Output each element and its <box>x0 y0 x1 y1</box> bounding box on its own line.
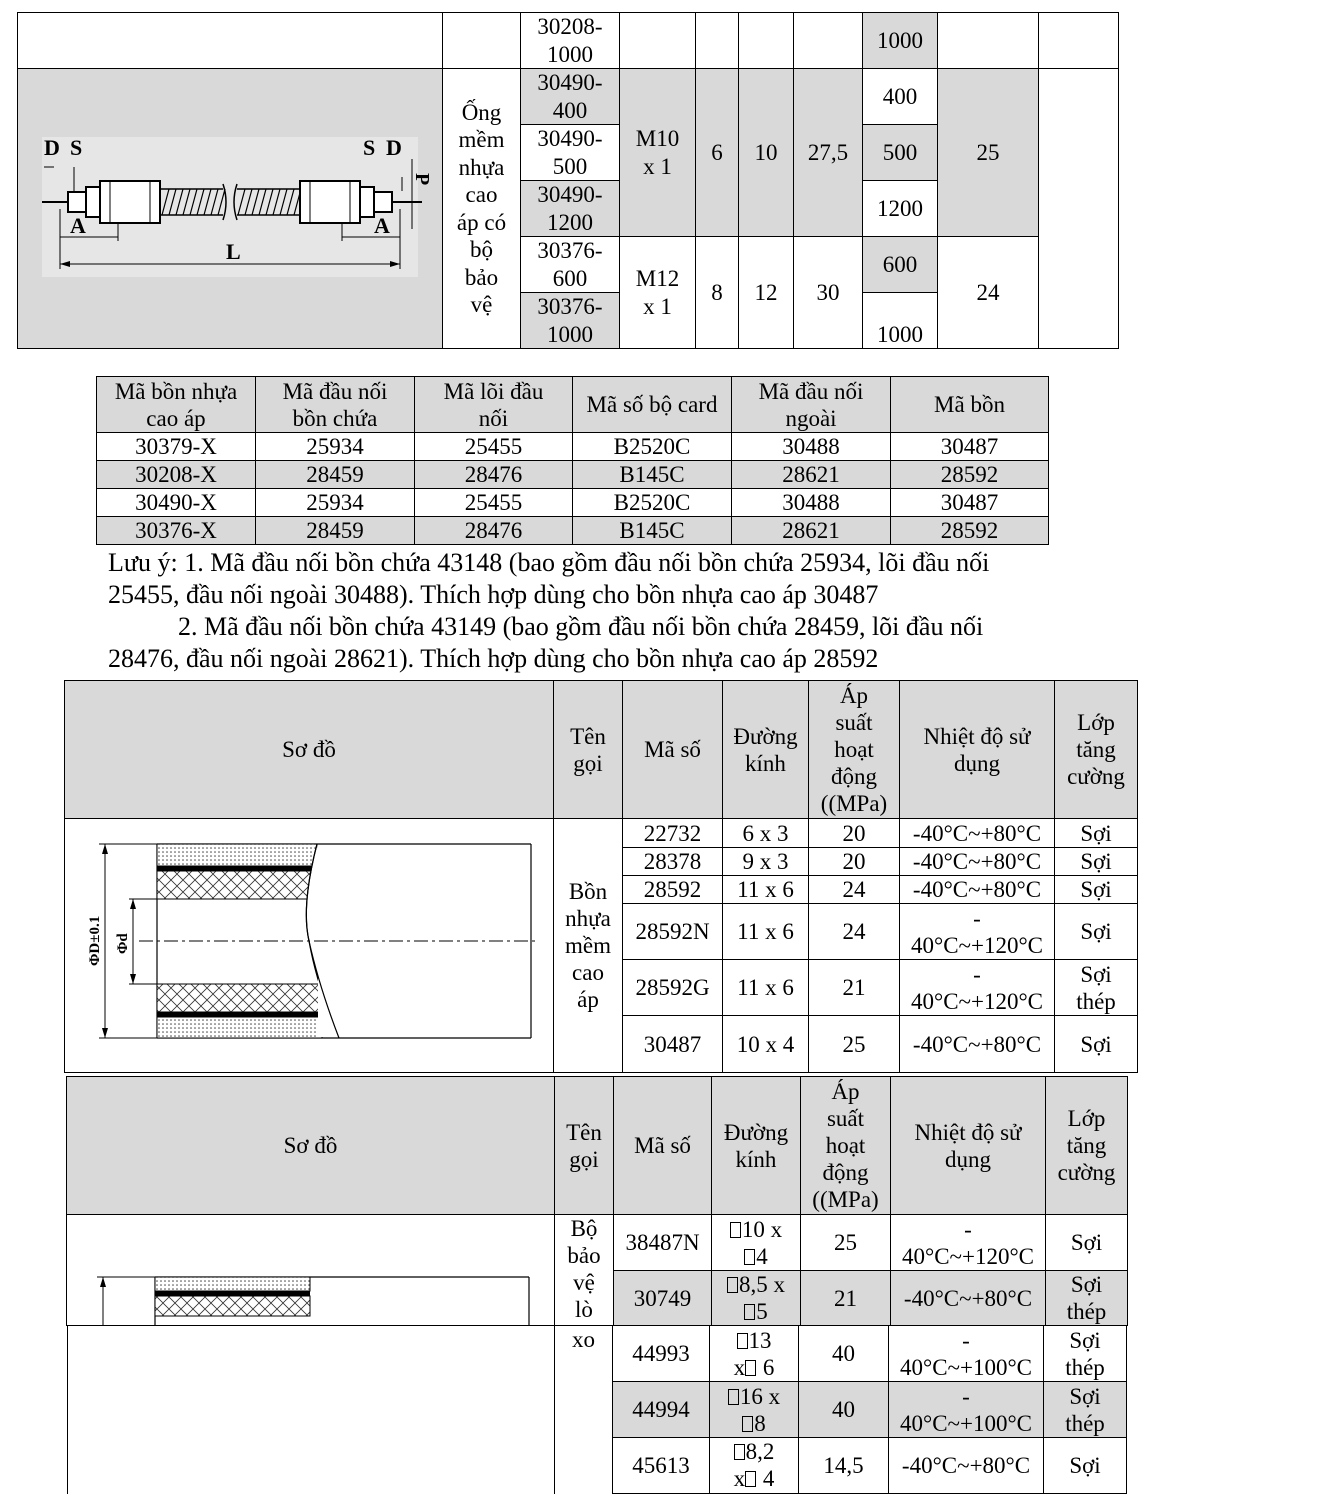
square-glyph-icon <box>745 1471 756 1487</box>
diameter-cell: 10 x 4 <box>712 1215 801 1271</box>
length-cell: 1200 <box>863 181 938 237</box>
product-name-cell: xo <box>555 1326 613 1494</box>
name-cell-empty <box>443 13 521 69</box>
square-glyph-icon <box>745 1360 756 1376</box>
code-cell: 30490- 400 <box>521 69 620 125</box>
thread-cell: M10 x 1 <box>620 69 696 237</box>
protector-diagram <box>67 1255 554 1325</box>
table-row: 30490-X 25934 25455 B2520C 30488 30487 <box>97 489 1049 517</box>
label-p: P <box>411 172 433 185</box>
hose-spec-table <box>64 680 1138 1073</box>
header-cell: Lớp tăng cường <box>1055 681 1138 819</box>
header-cell: Mã số bộ card <box>573 377 732 433</box>
hose-cross-section-cell <box>65 819 554 1073</box>
header-cell: Đường kính <box>723 681 809 819</box>
table-row: 44994 16 x 8 40 - 40°C~+100°C Sợi thép <box>68 1382 1127 1438</box>
header-cell: Áp suất hoạt động ((MPa) <box>801 1077 891 1215</box>
protector-spec-table-continued <box>67 1325 1127 1494</box>
table-row: 28378 9 x 3 20 -40°C~+80°C Sợi <box>65 848 1138 876</box>
table-row: ΦD±0.1 Φd Bồn nhựa mềm cao áp 22732 6 x 3 20 -40°C~+80°C Sợi <box>65 819 1138 848</box>
square-glyph-icon <box>727 1277 738 1293</box>
header-cell: Mã số <box>623 681 723 819</box>
header-cell: Mã lõi đầu nối <box>415 377 573 433</box>
note-line: Lưu ý: 1. Mã đầu nối bồn chứa 43148 (bao gồm đầu nối bồn chứa 25934, lõi đầu nối <box>108 548 990 577</box>
product-name-cell: Bồn nhựa mềm cao áp <box>554 819 623 1073</box>
header-cell: Mã đầu nối bồn chứa <box>256 377 415 433</box>
hose-cross-section-diagram <box>69 826 549 1066</box>
fitting-table: 30208- 1000 1000 D S S D P A A L Ống mềm nhựa cao áp có bộ bảo vệ 30490- 400 M10 x 1 6 10 27,5 400 25 30490- 500 500 30490- 1200 1200 30376- 600 M12 x 1 8 12 30 600 24 30376- 1000 1000 <box>17 12 1119 349</box>
note-line: 25455, đầu nối ngoài 30488). Thích hợp dùng cho bồn nhựa cao áp 30487 <box>108 580 879 609</box>
pressure-cell: 25 <box>938 69 1039 237</box>
code-cell: 30208- 1000 <box>521 13 620 69</box>
product-name-cell: Ống mềm nhựa cao áp có bộ bảo vệ <box>443 69 521 349</box>
pressure-cell: 24 <box>938 237 1039 349</box>
note-line: 28476, đầu nối ngoài 28621). Thích hợp dùng cho bồn nhựa cao áp 28592 <box>108 644 879 673</box>
hose-assembly-diagram <box>30 129 433 289</box>
protector-diagram-cell <box>67 1215 555 1326</box>
length-cell: 600 <box>863 237 938 293</box>
label-a-right: A <box>374 212 390 238</box>
header-cell: Mã bồn nhựa cao áp <box>97 377 256 433</box>
header-cell: Mã đầu nối ngoài <box>732 377 891 433</box>
table-row: 30379-X 25934 25455 B2520C 30488 30487 <box>97 433 1049 461</box>
label-d-left: D <box>44 134 60 160</box>
table-row: 30208-X 28459 28476 B145C 28621 28592 <box>97 461 1049 489</box>
code-cell: 30376- 1000 <box>521 293 620 349</box>
square-glyph-icon <box>730 1222 741 1238</box>
header-cell: Mã số <box>614 1077 712 1215</box>
diameter-cell: 13 x 6 <box>710 1326 799 1382</box>
square-glyph-icon <box>742 1416 753 1432</box>
diagram-cell-empty <box>18 13 443 69</box>
label-l: L <box>226 238 241 264</box>
table-row: 28592G 11 x 6 21 - 40°C~+120°C Sợi thép <box>65 960 1138 1016</box>
product-name-cell: Bộ bảo vệ lò <box>555 1215 614 1326</box>
label-outer-diameter: ΦD±0.1 <box>87 915 103 966</box>
table-row: 30487 10 x 4 25 -40°C~+80°C Sợi <box>65 1016 1138 1073</box>
header-cell: Nhiệt độ sử dụng <box>900 681 1055 819</box>
note-line: 2. Mã đầu nối bồn chứa 43149 (bao gồm đầu nối bồn chứa 28459, lõi đầu nối <box>178 612 984 641</box>
label-a-left: A <box>70 212 86 238</box>
hose-diagram-cell <box>18 69 443 349</box>
header-cell: Sơ đồ <box>65 681 554 819</box>
protector-spec-table <box>66 1076 1128 1326</box>
diameter-cell: 8,2 x 4 <box>710 1438 799 1494</box>
table-row: xo 44993 13 x 6 40 - 40°C~+100°C Sợi thép <box>68 1326 1127 1382</box>
header-cell: Tên gọi <box>554 681 623 819</box>
header-cell: Sơ đồ <box>67 1077 555 1215</box>
square-glyph-icon <box>744 1249 755 1265</box>
header-cell: Đường kính <box>712 1077 801 1215</box>
length-cell: 400 <box>863 69 938 125</box>
note-paragraph <box>108 547 1068 675</box>
square-glyph-icon <box>744 1304 755 1320</box>
table-row: 28592 11 x 6 24 -40°C~+80°C Sợi <box>65 876 1138 904</box>
label-d-right: D <box>386 134 402 160</box>
table-row: 30749 8,5 x 5 21 -40°C~+80°C Sợi thép <box>67 1271 1128 1326</box>
length-cell: 1000 <box>863 13 938 69</box>
table-row: 45613 8,2 x 4 14,5 -40°C~+80°C Sợi <box>68 1438 1127 1494</box>
code-cell: 30490- 1200 <box>521 181 620 237</box>
header-cell: Nhiệt độ sử dụng <box>891 1077 1046 1215</box>
diameter-cell: 16 x 8 <box>710 1382 799 1438</box>
table-row: 28592N 11 x 6 24 - 40°C~+120°C Sợi <box>65 904 1138 960</box>
label-inner-diameter: Φd <box>115 932 131 954</box>
square-glyph-icon <box>728 1389 739 1405</box>
length-cell: 500 <box>863 125 938 181</box>
header-cell: Lớp tăng cường <box>1046 1077 1128 1215</box>
label-s-right: S <box>363 134 376 160</box>
header-cell: Áp suất hoạt động ((MPa) <box>809 681 900 819</box>
diameter-cell: 8,5 x 5 <box>712 1271 801 1326</box>
code-cell: 30490- 500 <box>521 125 620 181</box>
length-cell: 1000 <box>863 293 938 349</box>
header-cell: Mã bồn <box>891 377 1049 433</box>
square-glyph-icon <box>734 1444 745 1460</box>
table-row: Bộ bảo vệ lò 38487N 10 x 4 25 - 40°C~+120°C Sợi <box>67 1215 1128 1271</box>
square-glyph-icon <box>737 1333 748 1349</box>
label-s-left: S <box>70 134 83 160</box>
code-cell: 30376- 600 <box>521 237 620 293</box>
table-row: 30376-X 28459 28476 B145C 28621 28592 <box>97 517 1049 545</box>
header-cell: Tên gọi <box>555 1077 614 1215</box>
parts-code-table <box>96 376 1049 545</box>
thread-cell: M12 x 1 <box>620 237 696 349</box>
